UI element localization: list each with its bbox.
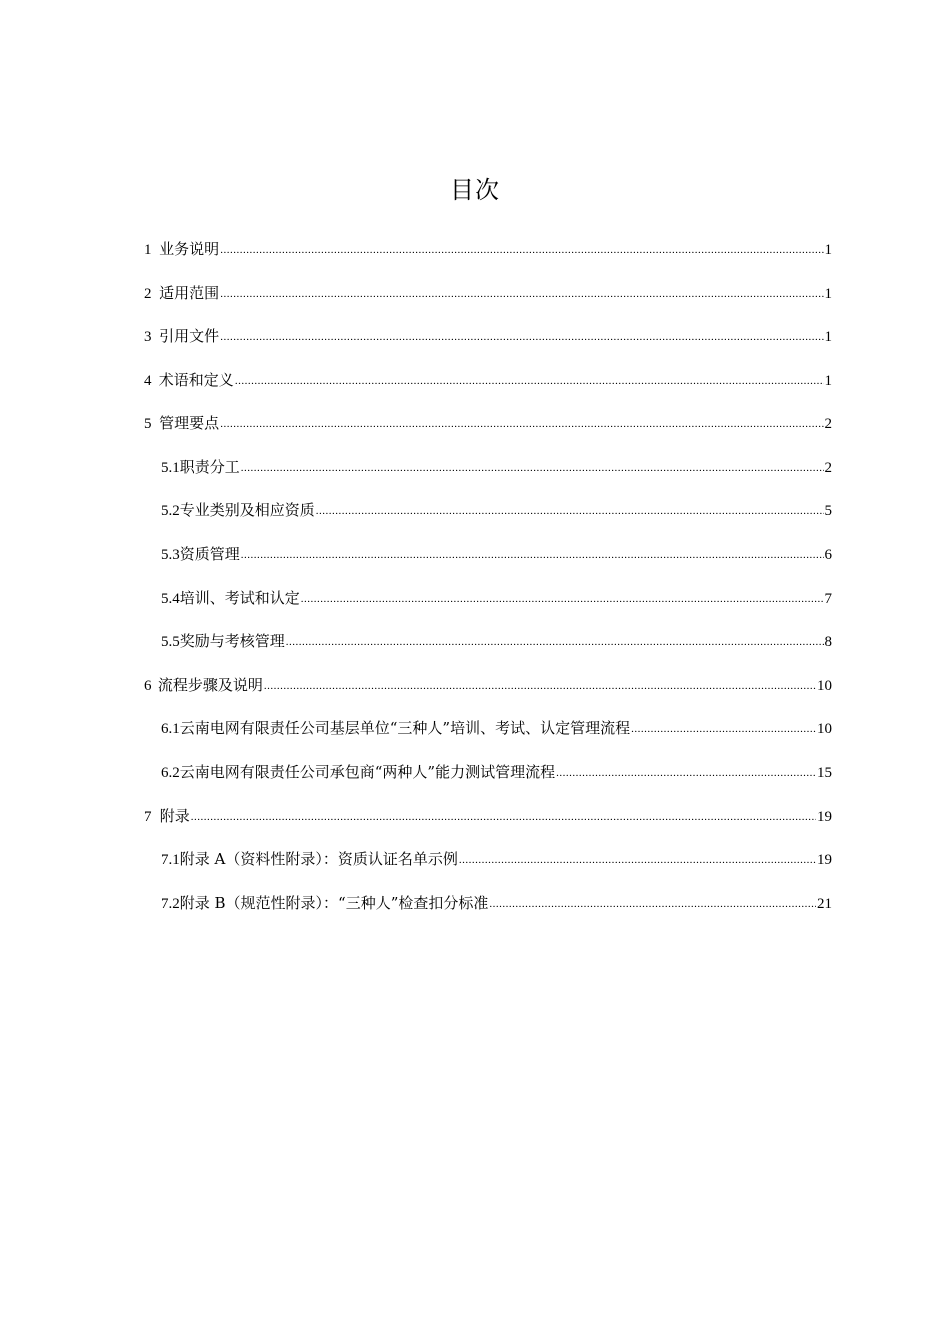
- toc-entry-text: 管理要点: [159, 414, 220, 432]
- toc-entry-number: 5.3: [161, 547, 180, 563]
- toc-entry-number: 7: [144, 809, 152, 825]
- toc-entry-text: 附录: [159, 807, 190, 825]
- toc-entry-page: 7: [824, 591, 832, 607]
- toc-leader-dots: [286, 629, 824, 655]
- toc-entry-number: 6.1: [161, 721, 180, 737]
- toc-entry-page: 19: [817, 809, 832, 825]
- toc-entry-1[interactable]: [144, 236, 832, 262]
- toc-entry-number: 4: [144, 373, 152, 389]
- toc-entry-5-3[interactable]: [161, 541, 832, 567]
- toc-entry-3[interactable]: [144, 323, 832, 349]
- toc-entry-text: 流程步骤及说明: [157, 676, 263, 694]
- toc-leader-dots: [241, 542, 824, 568]
- toc-entry-page: 2: [824, 460, 832, 476]
- toc-entry-text: 云南电网有限责任公司基层单位“三种人”培训、考试、认定管理流程: [179, 719, 631, 737]
- toc-entry-text: 业务说明: [159, 240, 220, 258]
- toc-entry-5-5[interactable]: [161, 628, 832, 654]
- toc-entry-number: 5: [144, 416, 152, 432]
- toc-entry-page: 6: [824, 547, 832, 563]
- toc-leader-dots: [241, 455, 824, 481]
- toc-leader-dots: [489, 891, 816, 917]
- toc-leader-dots: [220, 411, 823, 437]
- toc-entry-text: 适用范围: [159, 284, 220, 302]
- toc-entry-5[interactable]: [144, 410, 832, 436]
- toc-leader-dots: [301, 586, 824, 612]
- toc-leader-dots: [631, 716, 816, 742]
- toc-leader-dots: [556, 760, 816, 786]
- toc-entry-page: 10: [817, 721, 832, 737]
- toc-entry-page: 8: [824, 634, 832, 650]
- toc-entry-2[interactable]: [144, 280, 832, 306]
- toc-entry-text: 附录 A（资料性附录）：资质认证名单示例: [179, 850, 458, 868]
- toc-entry-5-1[interactable]: [161, 454, 832, 480]
- toc-entry-text: 奖励与考核管理: [179, 632, 285, 650]
- toc-entry-5-4[interactable]: [161, 585, 832, 611]
- toc-leader-dots: [459, 847, 816, 873]
- toc-entry-number: 5.1: [161, 460, 180, 476]
- toc-leader-dots: [191, 804, 816, 830]
- toc-entry-6[interactable]: [144, 672, 832, 698]
- toc-entry-number: 7.1: [161, 852, 180, 868]
- toc-entry-number: 5.2: [161, 503, 180, 519]
- toc-entry-text: 培训、考试和认定: [179, 589, 300, 607]
- toc-entry-5-2[interactable]: [161, 497, 832, 523]
- toc-entry-number: 5.4: [161, 591, 180, 607]
- toc-entry-4[interactable]: [144, 367, 832, 393]
- toc-entry-number: 5.5: [161, 634, 180, 650]
- toc-leader-dots: [220, 237, 823, 263]
- toc-entry-page: 19: [817, 852, 832, 868]
- toc-entry-text: 引用文件: [159, 327, 220, 345]
- toc-entry-number: 2: [144, 286, 152, 302]
- toc-entry-text: 职责分工: [179, 458, 240, 476]
- toc-entry-text: 术语和定义: [158, 371, 234, 389]
- toc-entry-page: 10: [817, 678, 832, 694]
- toc-entry-7-1[interactable]: [161, 846, 832, 872]
- toc-leader-dots: [264, 673, 816, 699]
- toc-entry-page: 21: [817, 896, 832, 912]
- toc-entry-number: 1: [144, 242, 152, 258]
- toc-leader-dots: [220, 324, 823, 350]
- toc-entry-7[interactable]: [144, 803, 832, 829]
- toc-leader-dots: [220, 281, 823, 307]
- toc-entry-page: 1: [824, 286, 832, 302]
- toc-entry-page: 1: [824, 329, 832, 345]
- toc-leader-dots: [316, 498, 824, 524]
- toc-entry-page: 5: [824, 503, 832, 519]
- toc-entry-page: 15: [817, 765, 832, 781]
- toc-entry-number: 6.2: [161, 765, 180, 781]
- toc-entry-number: 3: [144, 329, 152, 345]
- toc-title: 目次: [450, 176, 500, 204]
- toc-entry-page: 1: [824, 373, 832, 389]
- toc-entry-number: 7.2: [161, 896, 180, 912]
- toc-entry-text: 资质管理: [179, 545, 240, 563]
- toc-entry-6-1[interactable]: [161, 715, 832, 741]
- toc-entry-7-2[interactable]: [161, 890, 832, 916]
- toc-entry-text: 云南电网有限责任公司承包商“两种人”能力测试管理流程: [179, 763, 556, 781]
- toc-entry-page: 1: [824, 242, 832, 258]
- toc-leader-dots: [235, 368, 824, 394]
- toc-entry-text: 专业类别及相应资质: [179, 501, 315, 519]
- toc-entry-number: 6: [144, 678, 152, 694]
- toc-entry-text: 附录 B（规范性附录）：“三种人”检查扣分标准: [179, 894, 489, 912]
- toc-entry-page: 2: [824, 416, 832, 432]
- toc-entry-6-2[interactable]: [161, 759, 832, 785]
